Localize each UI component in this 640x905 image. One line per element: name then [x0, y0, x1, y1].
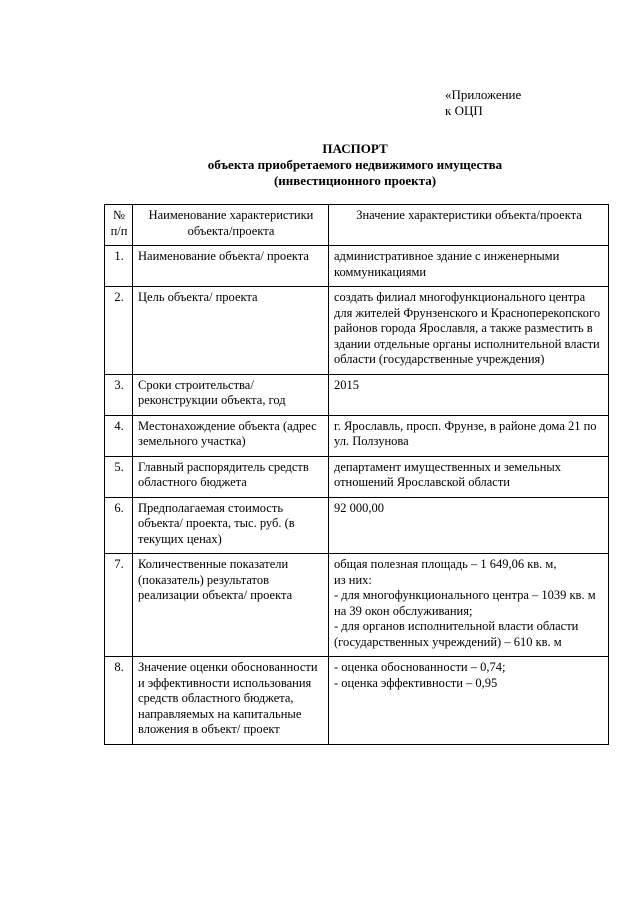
header-name: Наименование характеристики объекта/проекта — [133, 205, 329, 246]
row-value — [329, 246, 609, 287]
table-row — [105, 374, 609, 415]
table-row — [105, 415, 609, 456]
title-line-3: (инвестиционного проекта) — [273, 173, 437, 188]
row-value-line: создать филиал многофункционального центра для жителей Фрунзенского и Красноперекопского районов города Ярославля, а также разместить в здании отдельные органы исполнительной власти области (государственные учреждения) — [334, 290, 601, 366]
row-num: 6. — [105, 497, 133, 554]
row-name: Цель объекта/ проекта — [133, 287, 329, 375]
row-value-line: общая полезная площадь – 1 649,06 кв. м, — [334, 557, 557, 571]
row-value — [329, 415, 609, 456]
appendix-line-2: к ОЦП — [445, 103, 483, 118]
row-value-line: - оценка обоснованности – 0,74; — [334, 660, 506, 674]
row-name: Количественные показатели (показатель) результатов реализации объекта/ проекта — [133, 554, 329, 657]
table-row — [105, 246, 609, 287]
row-num: 3. — [105, 374, 133, 415]
appendix-line-1: «Приложение — [445, 87, 522, 102]
header-num: № п/п — [105, 205, 133, 246]
table-row — [105, 497, 609, 554]
table-row — [105, 456, 609, 497]
row-num: 5. — [105, 456, 133, 497]
passport-table — [104, 204, 609, 745]
title-line-1: ПАСПОРТ — [322, 141, 388, 156]
row-value-line: из них: — [334, 572, 372, 587]
title-line-2: объекта приобретаемого недвижимого имущества — [207, 157, 503, 172]
row-value-line: - оценка эффективности – 0,95 — [334, 675, 498, 690]
row-value-line: 2015 — [334, 377, 359, 392]
row-value — [329, 374, 609, 415]
row-value-line: г. Ярославль, просп. Фрунзе, в районе дома 21 по ул. Ползунова — [334, 418, 597, 448]
row-value — [329, 287, 609, 375]
row-value-line: 92 000,00 — [334, 500, 384, 515]
table-header-row — [105, 205, 609, 246]
header-value: Значение характеристики объекта/проекта — [329, 205, 609, 246]
document-title — [100, 141, 610, 189]
table-row — [105, 657, 609, 745]
row-name: Наименование объекта/ проекта — [133, 246, 329, 287]
row-num: 2. — [105, 287, 133, 375]
row-value-line: административное здание с инженерными коммуникациями — [334, 249, 560, 279]
row-value-line: - для органов исполнительной власти области (государственных учреждений) – 610 кв. м — [334, 619, 579, 649]
row-value — [329, 497, 609, 554]
row-num: 1. — [105, 246, 133, 287]
row-name: Сроки строительства/ реконструкции объекта, год — [133, 374, 329, 415]
table-row — [105, 554, 609, 657]
row-name: Значение оценки обоснованности и эффективности использования средств областного бюджета, направляемых на капитальные вложения в объект/ проект — [133, 657, 329, 745]
table-row — [105, 287, 609, 375]
row-num: 8. — [105, 657, 133, 745]
row-name: Местонахождение объекта (адрес земельного участка) — [133, 415, 329, 456]
row-value-line: - для многофункционального центра – 1039 кв. м на 39 окон обслуживания; — [334, 588, 596, 618]
row-name: Предполагаемая стоимость объекта/ проекта, тыс. руб. (в текущих ценах) — [133, 497, 329, 554]
row-num: 4. — [105, 415, 133, 456]
row-name: Главный распорядитель средств областного бюджета — [133, 456, 329, 497]
appendix-note — [445, 87, 521, 119]
row-num: 7. — [105, 554, 133, 657]
row-value — [329, 456, 609, 497]
row-value — [329, 657, 609, 745]
row-value — [329, 554, 609, 657]
row-value-line: департамент имущественных и земельных отношений Ярославской области — [334, 459, 562, 489]
